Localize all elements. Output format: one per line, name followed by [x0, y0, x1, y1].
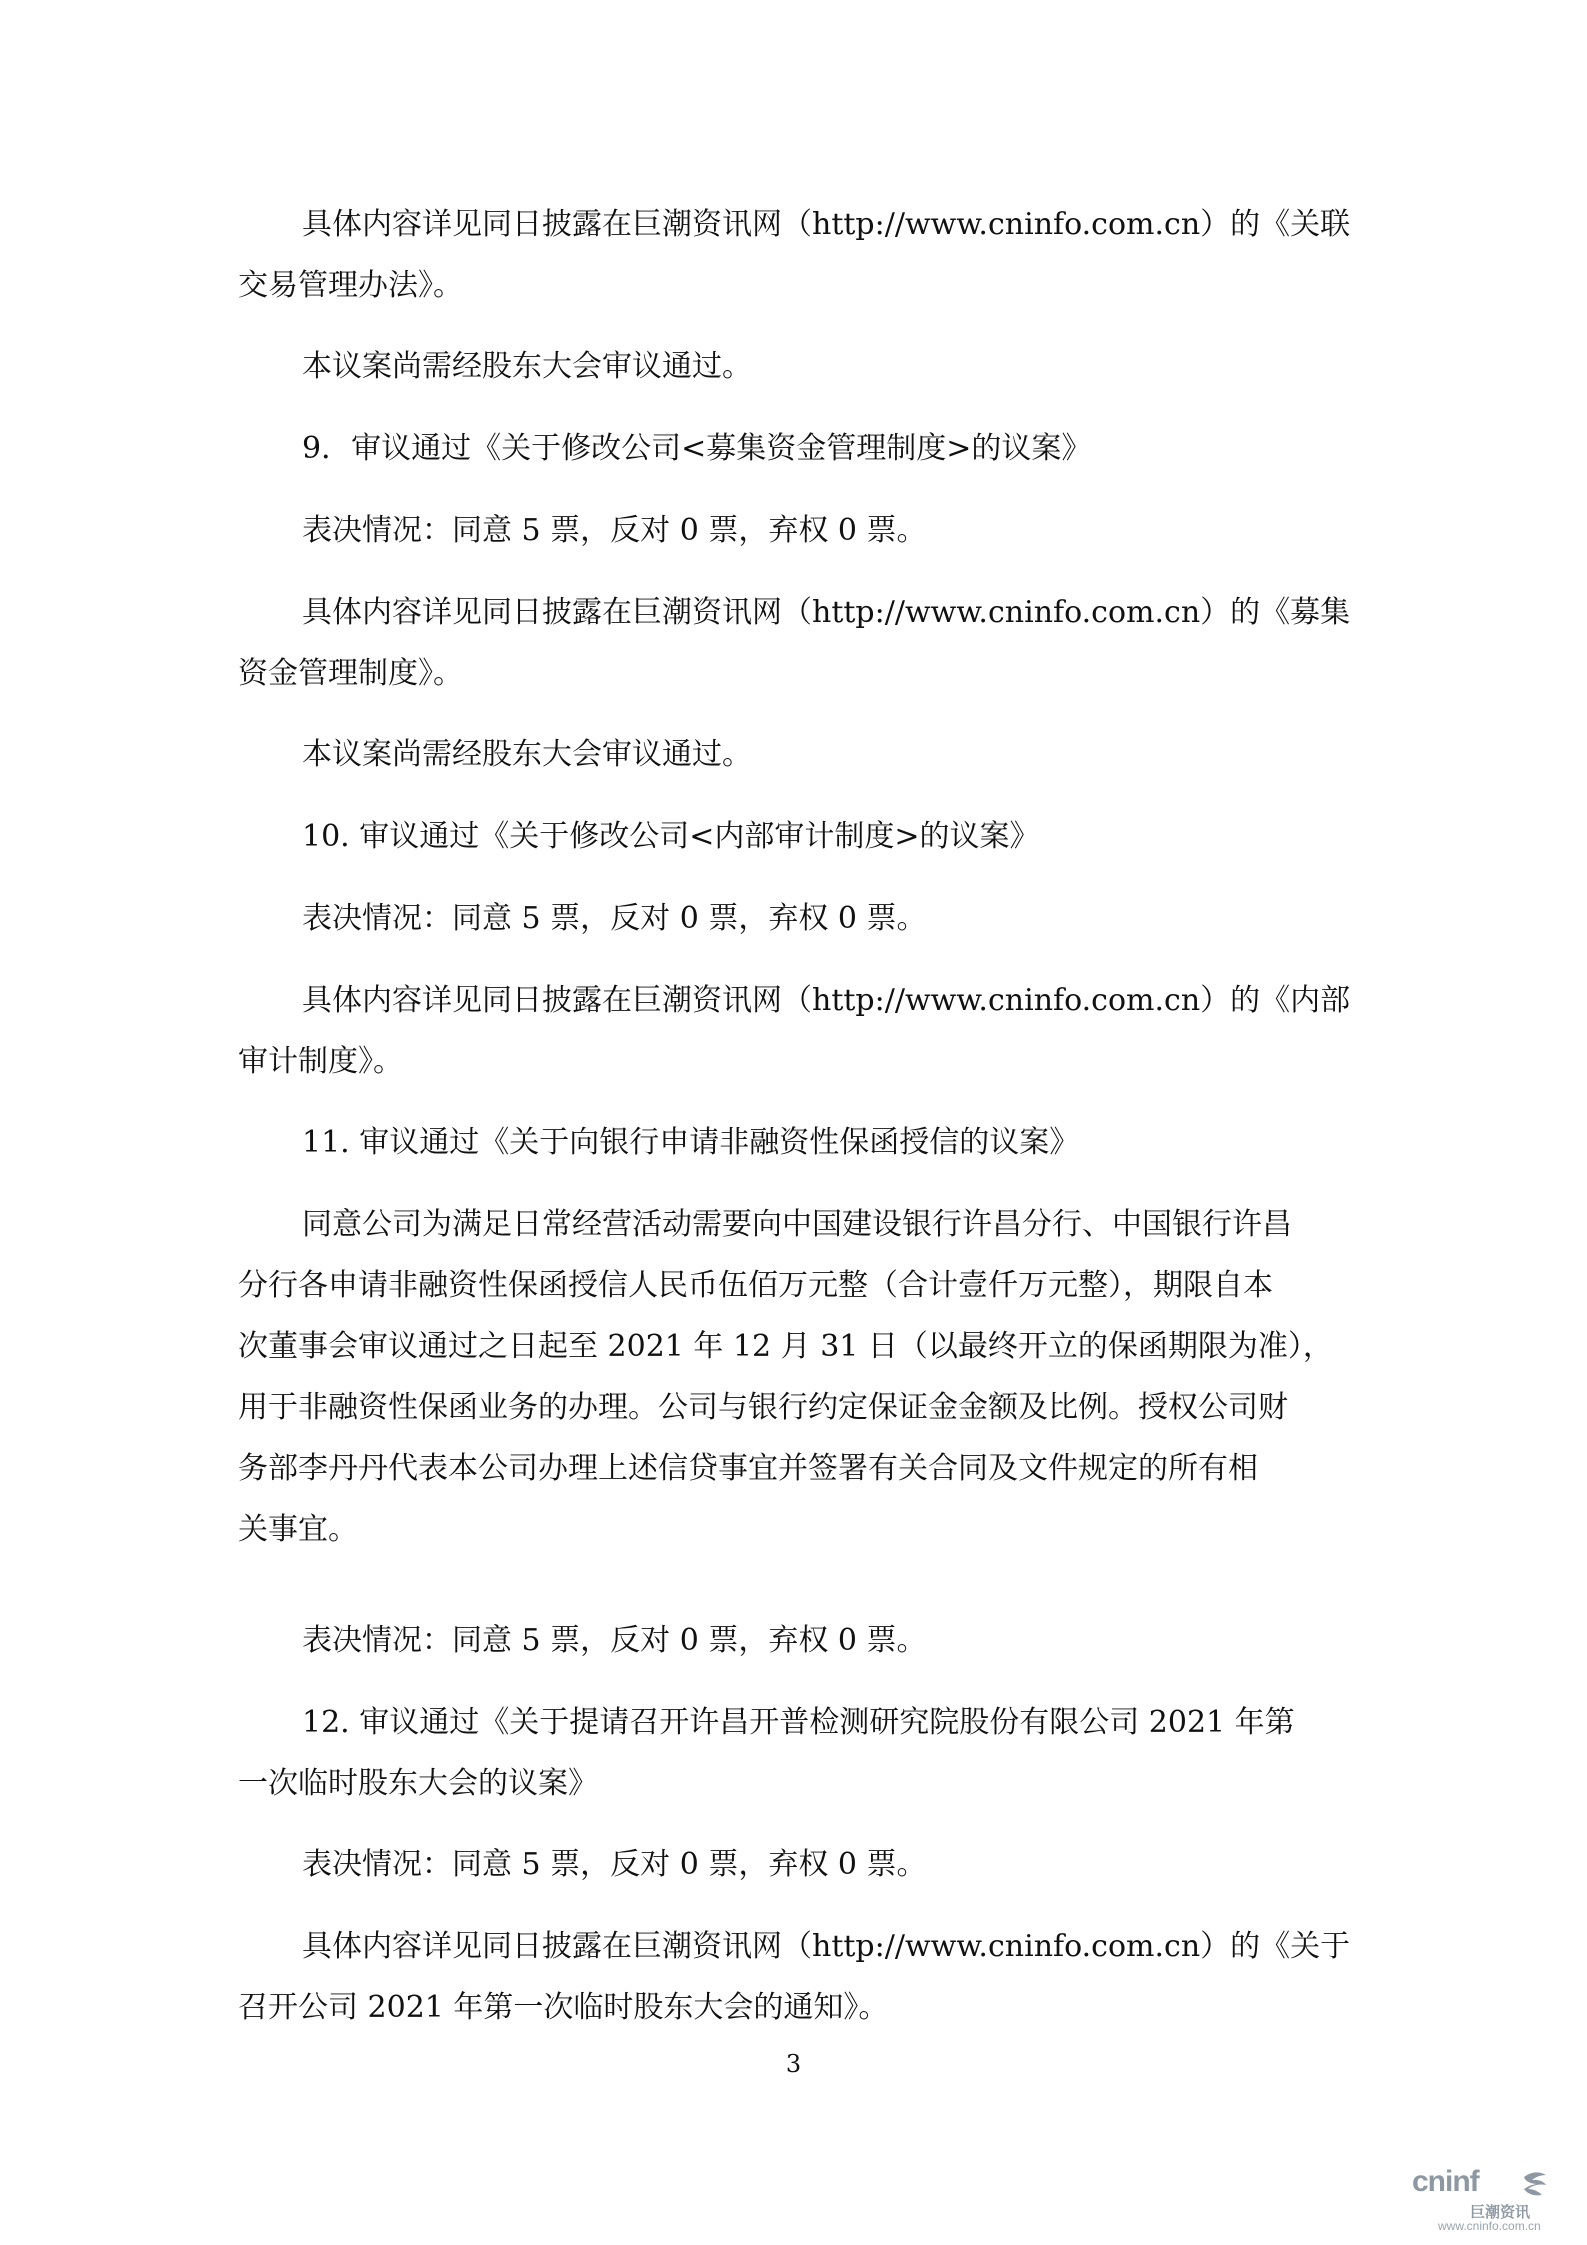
paragraph-shareholder-approval-note: 本议案尚需经股东大会审议通过。 — [302, 737, 752, 772]
text-line: 关事宜。 — [238, 1512, 358, 1547]
paragraph-vote-result: 表决情况：同意 5 票，反对 0 票，弃权 0 票。 — [302, 1847, 927, 1882]
text-line: 同意公司为满足日常经营活动需要向中国建设银行许昌分行、中国银行许昌 — [302, 1207, 1292, 1242]
text-line: 12. 审议通过《关于提请召开许昌开普检测研究院股份有限公司 2021 年第 — [302, 1705, 1295, 1740]
paragraph-meeting-notice-detail — [238, 1916, 1351, 2038]
text-line: 资金管理制度》。 — [238, 656, 463, 691]
logo-url: www.cninfo.com.cn — [1438, 2219, 1541, 2233]
paragraph-vote-result: 表决情况：同意 5 票，反对 0 票，弃权 0 票。 — [302, 513, 927, 548]
text-line: 审计制度》。 — [238, 1044, 403, 1079]
text-line: 分行各申请非融资性保函授信人民币伍佰万元整（合计壹仟万元整），期限自本 — [238, 1268, 1273, 1303]
logo-brand-text: cninf — [1412, 2165, 1479, 2198]
heading-item-12 — [238, 1692, 1338, 1814]
text-line: 交易管理办法》。 — [238, 268, 463, 303]
heading-item-10: 10. 审议通过《关于修改公司<内部审计制度>的议案》 — [302, 819, 1040, 854]
page-number: 3 — [785, 2050, 802, 2078]
logo-brand-cn: 巨潮资讯 — [1470, 2204, 1531, 2221]
text-line: 用于非融资性保函业务的办理。公司与银行约定保证金金额及比例。授权公司财 — [238, 1390, 1288, 1425]
text-line: 次董事会审议通过之日起至 2021 年 12 月 31 日（以最终开立的保函期限为准）， — [238, 1329, 1333, 1364]
paragraph-shareholder-approval-note: 本议案尚需经股东大会审议通过。 — [302, 349, 752, 384]
heading-item-11: 11. 审议通过《关于向银行申请非融资性保函授信的议案》 — [302, 1125, 1080, 1160]
text-line: 一次临时股东大会的议案》 — [238, 1766, 598, 1801]
paragraph-vote-result: 表决情况：同意 5 票，反对 0 票，弃权 0 票。 — [302, 1623, 927, 1658]
cninfo-watermark-logo — [1412, 2165, 1562, 2235]
paragraph-bank-guarantee-detail — [238, 1194, 1338, 1560]
cninfo-swirl-icon — [1520, 2169, 1550, 2197]
text-line: 召开公司 2021 年第一次临时股东大会的通知》。 — [238, 1990, 889, 2025]
text-line: 具体内容详见同日披露在巨潮资讯网（http://www.cninfo.com.cn）的《关于 — [302, 1929, 1351, 1964]
text-line: 具体内容详见同日披露在巨潮资讯网（http://www.cninfo.com.cn）的《募集 — [302, 595, 1351, 630]
heading-item-9: 9．审议通过《关于修改公司<募集资金管理制度>的议案》 — [302, 431, 1092, 466]
text-line: 具体内容详见同日披露在巨潮资讯网（http://www.cninfo.com.cn）的《关联 — [302, 207, 1351, 242]
paragraph-fund-management-detail — [238, 582, 1351, 704]
paragraph-internal-audit-detail — [238, 970, 1351, 1092]
paragraph-vote-result: 表决情况：同意 5 票，反对 0 票，弃权 0 票。 — [302, 901, 927, 936]
text-line: 务部李丹丹代表本公司办理上述信贷事宜并签署有关合同及文件规定的所有相 — [238, 1451, 1258, 1486]
paragraph-related-transactions-detail — [238, 194, 1351, 316]
text-line: 具体内容详见同日披露在巨潮资讯网（http://www.cninfo.com.cn）的《内部 — [302, 983, 1351, 1018]
